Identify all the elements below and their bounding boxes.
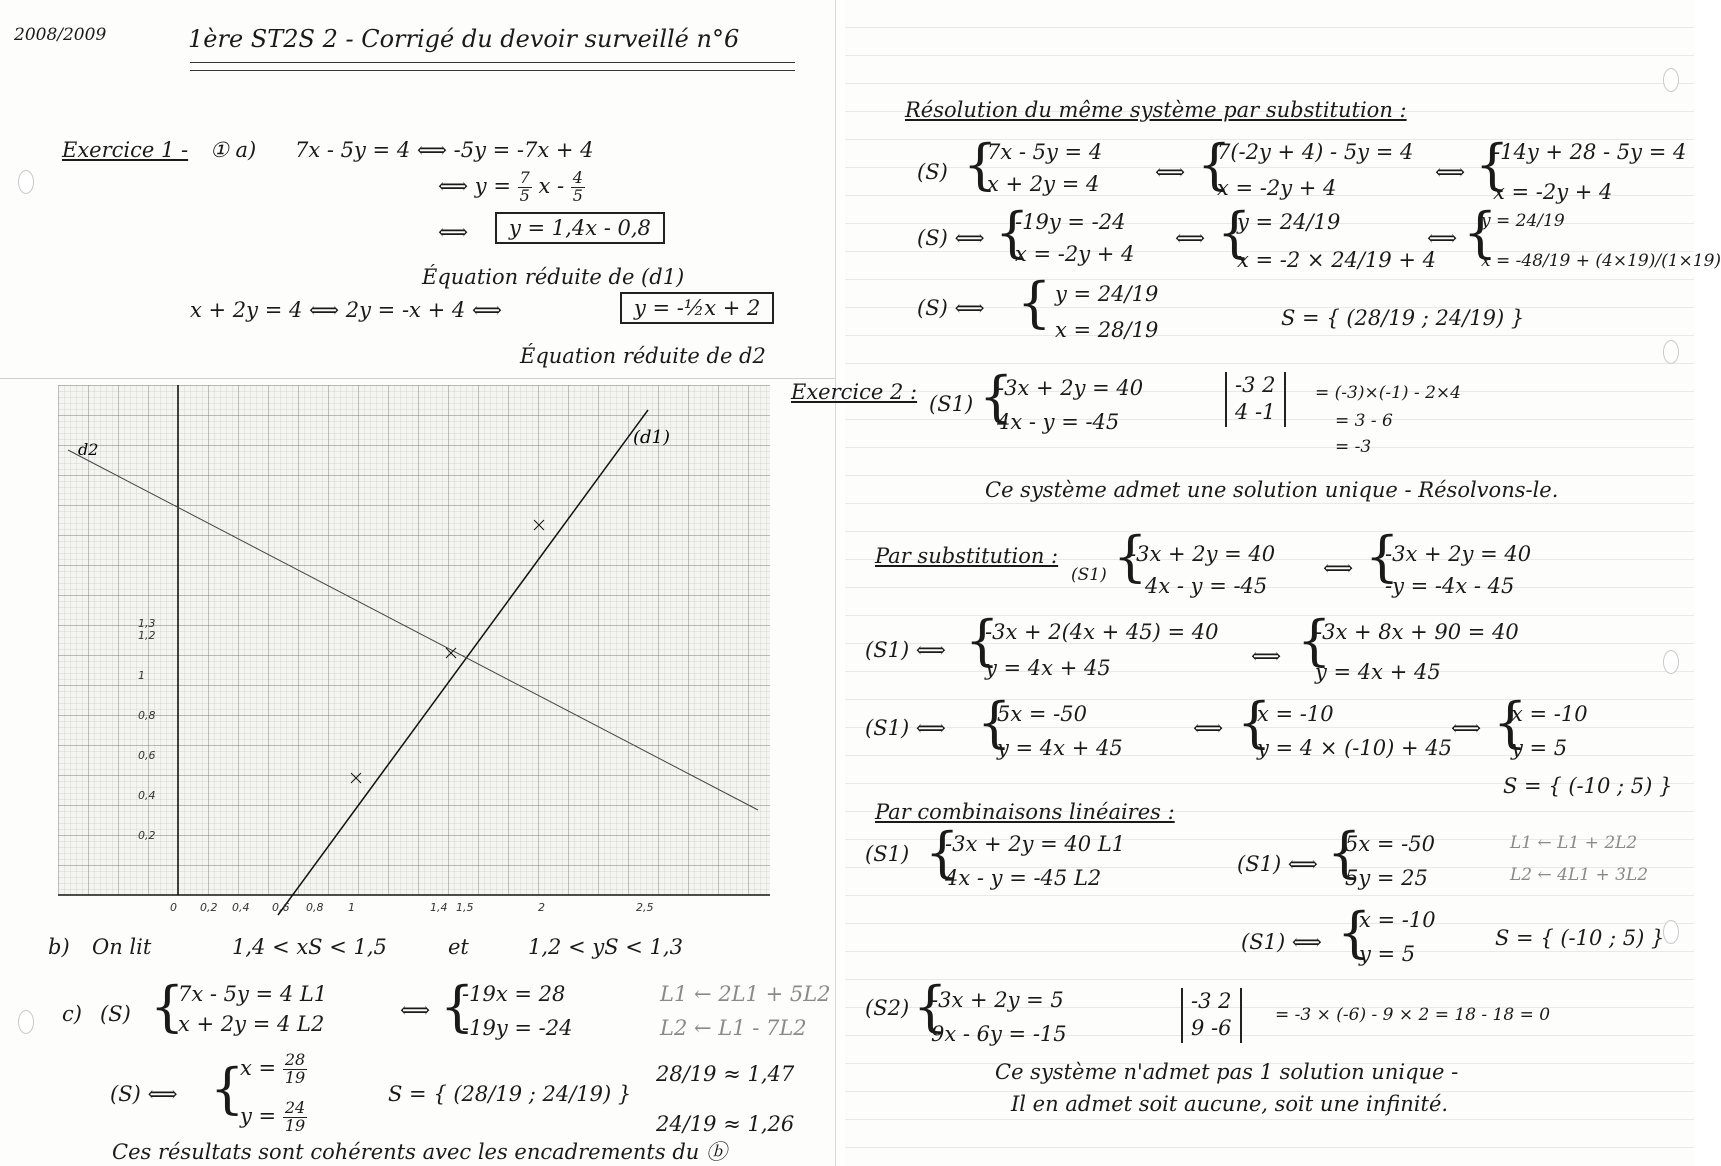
binder-hole bbox=[1663, 920, 1679, 944]
determinant-calc: = (-3)×(-1) - 2×4 bbox=[1315, 383, 1461, 403]
row-operation: L1 ← L1 + 2L2 bbox=[1510, 833, 1638, 853]
row-operation: L2 ← 4L1 + 3L2 bbox=[1510, 865, 1649, 885]
conclusion: Ces résultats sont cohérents avec les encadrements du ⓑ bbox=[112, 1140, 727, 1164]
brace: { bbox=[1475, 133, 1510, 196]
graph-paper bbox=[58, 355, 770, 925]
system-equation: 7(-2y + 4) - 5y = 4 bbox=[1217, 140, 1414, 164]
system-equation: -3x + 2y = 40 bbox=[997, 376, 1144, 400]
left-page bbox=[0, 0, 836, 1166]
y-tick-label: 0,2 bbox=[138, 829, 156, 842]
system-equation: x = -2y + 4 bbox=[1015, 242, 1135, 266]
system-equation: 7x - 5y = 4 L1 bbox=[178, 982, 328, 1006]
x-tick-label: 1,4 bbox=[430, 901, 448, 914]
system-equation: x + 2y = 4 bbox=[987, 172, 1100, 196]
conclusion-text: Il en admet soit aucune, soit une infinité. bbox=[1011, 1092, 1449, 1116]
x-tick-label: 1,5 bbox=[456, 901, 474, 914]
equation-line: x + 2y = 4 ⟺ 2y = -x + 4 ⟺ bbox=[190, 298, 502, 322]
system-equation: x = 28/19 bbox=[1055, 318, 1159, 342]
solution-x: x = $\frac{28}{19}$ bbox=[240, 1050, 306, 1087]
fraction: $\frac{28}{19}$ bbox=[284, 1050, 306, 1087]
caption-d1: Équation réduite de (d1) bbox=[422, 265, 685, 289]
system-equation: 5x = -50 bbox=[997, 702, 1087, 726]
exercise-2-label: Exercice 2 : bbox=[791, 380, 918, 404]
system-equation: y = 4 × (-10) + 45 bbox=[1257, 736, 1452, 760]
y-tick-label: 1,3 bbox=[138, 617, 156, 630]
brace: { bbox=[440, 975, 475, 1038]
determinant-calc: = -3 bbox=[1335, 437, 1372, 457]
system-equation: y = 4x + 45 bbox=[985, 656, 1111, 680]
arrow: ⟺ bbox=[1427, 226, 1458, 250]
y-tick-label: 1,2 bbox=[138, 629, 156, 642]
brace: { bbox=[995, 201, 1030, 264]
exercise-1-label: Exercice 1 - bbox=[62, 138, 189, 162]
solution-y: y = $\frac{24}{19}$ bbox=[240, 1098, 306, 1135]
unique-solution-text: Ce système admet une solution unique - Résolvons-le. bbox=[985, 478, 1559, 502]
system-equation: -3x + 2y = 40 bbox=[1385, 542, 1532, 566]
system-name: (S) bbox=[100, 1002, 131, 1026]
x-tick-label: 2 bbox=[538, 901, 545, 914]
part-a-label: ① a) bbox=[210, 138, 257, 162]
part-c-label: c) bbox=[62, 1002, 82, 1026]
system-equation: -19y = -24 bbox=[462, 1016, 573, 1040]
solution-set: S = { (28/19 ; 24/19) } bbox=[388, 1082, 632, 1106]
title-underline bbox=[190, 70, 795, 71]
system-name: (S1) ⟺ bbox=[1241, 930, 1322, 954]
system-equation: y = 4x + 45 bbox=[1315, 660, 1441, 684]
right-page bbox=[791, 0, 1721, 1166]
system-equation: x = -10 bbox=[1359, 908, 1436, 932]
label-d1: (d1) bbox=[633, 427, 671, 448]
brace: { bbox=[1365, 525, 1400, 588]
system-equation: x + 2y = 4 L2 bbox=[178, 1012, 325, 1036]
system-equation: -y = -4x - 45 bbox=[1385, 574, 1515, 598]
system-equation: -3x + 2(4x + 45) = 40 bbox=[985, 620, 1219, 644]
brace: { bbox=[1493, 691, 1528, 754]
system-equation: -3x + 2y = 5 bbox=[931, 988, 1064, 1012]
x-tick-label: 0,2 bbox=[200, 901, 218, 914]
binder-hole bbox=[1663, 650, 1679, 674]
brace: { bbox=[1297, 609, 1332, 672]
title-underline bbox=[190, 62, 795, 63]
binder-hole bbox=[18, 1010, 34, 1034]
equation-line: 7x - 5y = 4 ⟺ -5y = -7x + 4 bbox=[295, 138, 594, 162]
system-equation: 4x - y = -45 bbox=[1145, 574, 1268, 598]
system-equation: y = 5 bbox=[1511, 736, 1568, 760]
arrow: ⟺ bbox=[1175, 226, 1206, 250]
brace: { bbox=[913, 975, 948, 1038]
b-and: et bbox=[448, 935, 469, 959]
y-tick-label: 0,4 bbox=[138, 789, 156, 802]
y-tick-label: 0,6 bbox=[138, 749, 156, 762]
approximation: 24/19 ≈ 1,26 bbox=[656, 1112, 795, 1136]
arrow: ⟺ bbox=[1323, 556, 1354, 580]
system-equation: x = -2y + 4 bbox=[1493, 180, 1613, 204]
system-name: (S1) bbox=[1071, 565, 1107, 585]
determinant-calc: = -3 × (-6) - 9 × 2 = 18 - 18 = 0 bbox=[1275, 1005, 1551, 1025]
system-equation: 4x - y = -45 bbox=[997, 410, 1120, 434]
brace: { bbox=[1237, 691, 1272, 754]
fraction: $\frac{7}{5}$ bbox=[519, 168, 530, 205]
binder-hole bbox=[1663, 68, 1679, 92]
brace: { bbox=[210, 1057, 245, 1120]
brace: { bbox=[1197, 133, 1232, 196]
system-equation: -19x = 28 bbox=[462, 982, 566, 1006]
boxed-equation-d1: y = 1,4x - 0,8 bbox=[495, 212, 665, 244]
conclusion-text: Ce système n'admet pas 1 solution unique - bbox=[995, 1060, 1459, 1084]
system-name: (S1) bbox=[929, 392, 974, 416]
system-equation: 9x - 6y = -15 bbox=[931, 1022, 1067, 1046]
system-name: (S1) ⟺ bbox=[1237, 852, 1318, 876]
system-equation: x = -10 bbox=[1257, 702, 1334, 726]
brace: { bbox=[965, 609, 1000, 672]
system-equation: -3x + 2y = 40 bbox=[1129, 542, 1276, 566]
system-name: (S) ⟺ bbox=[917, 226, 985, 250]
b-x-interval: 1,4 < xS < 1,5 bbox=[232, 935, 387, 959]
brace: { bbox=[963, 133, 998, 196]
system-equation: -14y + 28 - 5y = 4 bbox=[1493, 140, 1687, 164]
equation-line: ⟺ y = $\frac{7}{5}$ x - $\frac{4}{5}$ bbox=[438, 168, 583, 205]
x-tick-label: 0,8 bbox=[306, 901, 324, 914]
arrow: ⟺ bbox=[1193, 716, 1224, 740]
system-equation: y = 24/19 bbox=[1481, 211, 1565, 231]
arrow: ⟺ bbox=[1251, 644, 1282, 668]
system-name: (S) ⟺ bbox=[110, 1082, 178, 1106]
arrow: ⟺ bbox=[1451, 716, 1482, 740]
fraction: $\frac{24}{19}$ bbox=[284, 1098, 306, 1135]
binder-hole bbox=[18, 170, 34, 194]
brace: { bbox=[977, 691, 1012, 754]
system-equation: x = -2 × 24/19 + 4 bbox=[1237, 248, 1437, 272]
page-title: 1ère ST2S 2 - Corrigé du devoir surveillé n°6 bbox=[188, 25, 740, 53]
brace: { bbox=[1017, 271, 1052, 334]
system-equation: -19y = -24 bbox=[1015, 210, 1126, 234]
system-equation: x = -48/19 + (4×19)/(1×19) bbox=[1481, 251, 1721, 271]
system-name: (S) bbox=[917, 160, 948, 184]
binder-hole bbox=[1663, 340, 1679, 364]
brace: { bbox=[1217, 201, 1252, 264]
system-equation: 7x - 5y = 4 bbox=[987, 140, 1103, 164]
x-tick-label: 0,4 bbox=[232, 901, 250, 914]
brace: { bbox=[1337, 901, 1372, 964]
label-d2: d2 bbox=[78, 440, 99, 459]
substitution-subtitle: Par substitution : bbox=[875, 544, 1059, 568]
system-equation: 4x - y = -45 L2 bbox=[945, 866, 1102, 890]
row-operation: L2 ← L1 - 7L2 bbox=[660, 1016, 807, 1040]
system-equation: y = 24/19 bbox=[1055, 282, 1159, 306]
row-operation: L1 ← 2L1 + 5L2 bbox=[660, 982, 831, 1006]
fraction: $\frac{4}{5}$ bbox=[572, 168, 583, 205]
arrow: ⟺ bbox=[400, 998, 431, 1022]
determinant: -3 2 9 -6 bbox=[1181, 988, 1242, 1043]
system-name: (S) ⟺ bbox=[917, 296, 985, 320]
system-name: (S1) bbox=[865, 842, 910, 866]
system-equation: x = -10 bbox=[1511, 702, 1588, 726]
determinant-calc: = 3 - 6 bbox=[1335, 411, 1393, 431]
solution-set: S = { (28/19 ; 24/19) } bbox=[1281, 306, 1525, 330]
x-tick-label: 2,5 bbox=[636, 901, 654, 914]
solution-set: S = { (-10 ; 5) } bbox=[1503, 774, 1673, 798]
part-b-label: b) bbox=[48, 935, 70, 959]
brace: { bbox=[1327, 821, 1362, 884]
determinant: -3 2 4 -1 bbox=[1225, 372, 1286, 427]
b-text: On lit bbox=[92, 935, 152, 959]
brace: { bbox=[979, 365, 1014, 428]
x-tick-label: 1 bbox=[348, 901, 355, 914]
system-equation: y = 5 bbox=[1359, 942, 1416, 966]
arrow: ⟺ bbox=[438, 220, 469, 244]
brace: { bbox=[1463, 201, 1498, 264]
x-tick-label: 0 bbox=[170, 901, 177, 914]
arrow: ⟺ bbox=[1435, 160, 1466, 184]
system-equation: 5y = 25 bbox=[1345, 866, 1428, 890]
brace: { bbox=[925, 821, 960, 884]
system-name: (S2) bbox=[865, 996, 910, 1020]
system-name: (S1) ⟺ bbox=[865, 716, 946, 740]
x-tick-label: 0,6 bbox=[272, 901, 290, 914]
y-tick-label: 0,8 bbox=[138, 709, 156, 722]
caption-d2: Équation réduite de d2 bbox=[520, 344, 766, 368]
arrow: ⟺ bbox=[1155, 160, 1186, 184]
approximation: 28/19 ≈ 1,47 bbox=[656, 1062, 795, 1086]
b-y-interval: 1,2 < yS < 1,3 bbox=[528, 935, 683, 959]
system-equation: 5x = -50 bbox=[1345, 832, 1435, 856]
system-equation: -3x + 8x + 90 = 40 bbox=[1315, 620, 1519, 644]
substitution-title: Résolution du même système par substitution : bbox=[905, 98, 1407, 122]
brace: { bbox=[1113, 525, 1148, 588]
y-tick-label: 1 bbox=[138, 669, 145, 682]
brace: { bbox=[150, 975, 185, 1038]
system-equation: y = 4x + 45 bbox=[997, 736, 1123, 760]
combination-subtitle: Par combinaisons linéaires : bbox=[875, 800, 1175, 824]
system-equation: y = 24/19 bbox=[1237, 210, 1341, 234]
solution-set: S = { (-10 ; 5) } bbox=[1495, 926, 1665, 950]
system-name: (S1) ⟺ bbox=[865, 638, 946, 662]
system-equation: -3x + 2y = 40 L1 bbox=[945, 832, 1126, 856]
system-equation: x = -2y + 4 bbox=[1217, 176, 1337, 200]
boxed-equation-d2: y = -½x + 2 bbox=[620, 292, 774, 324]
school-year: 2008/2009 bbox=[14, 25, 107, 45]
